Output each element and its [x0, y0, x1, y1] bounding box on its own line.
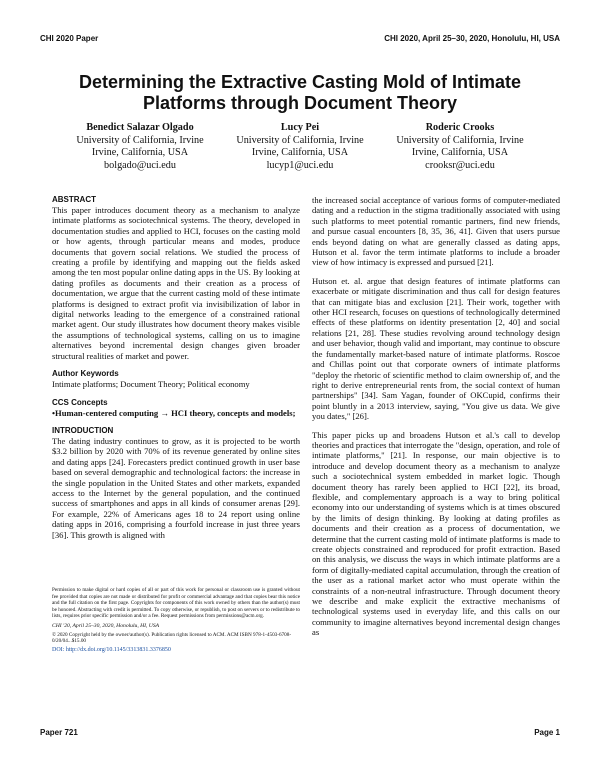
ccs-heading: CCS Concepts [52, 397, 108, 407]
author-name: Benedict Salazar Olgado [86, 122, 194, 133]
running-header-right: CHI 2020, April 25–30, 2020, Honolulu, HI, USA [384, 34, 560, 43]
keywords-text: Intimate platforms; Document Theory; Political economy [52, 379, 250, 390]
author-email[interactable]: bolgado@uci.edu [104, 159, 176, 171]
ccs-text: •Human-centered computing → HCI theory, concepts and models; [52, 407, 296, 418]
author-affiliation: University of California, Irvine [76, 134, 204, 146]
left-column [52, 195, 300, 540]
running-header-left: CHI 2020 Paper [40, 34, 99, 43]
keywords-heading: Author Keywords [52, 369, 119, 379]
permission-notice: Permission to make digital or hard copies of all or part of this work for personal or classroom use is granted without fee provided that copies are not made or distributed for profit or commercial advantage and that copies bear this notice and the full citation on the first page. Copyrights for components of this work owned by others than the author(s) must be honored. Abstracting with credit is permitted. To copy otherwise, or republish, to post on servers or to redistribute to lists, requires prior specific permission and/or a fee. Request permissions from permissions@acm.org. [52, 587, 300, 619]
author-block [60, 122, 540, 172]
author-location: Irvine, California, USA [411, 147, 509, 159]
author-email[interactable]: lucyp1@uci.edu [266, 159, 334, 171]
author-name: Lucy Pei [280, 122, 320, 133]
body-paragraph-1: the increased social acceptance of various forms of computer-mediated dating and a reduction in the stigma traditionally associated with using such platforms to meet potential romantic partners, find new friends, and pursue casual encounters [8, 35, 36, 41]. Given that users pursue ends beyond dating on what are generally classed as dating apps, Hutson et al. favor the term intimate platforms to include a broader view of how intimacy is expressed and pursued [21]. [312, 195, 560, 268]
introduction-text: The dating industry continues to grow, as it is projected to be worth $3.2 billion by 2020 with 70% of its revenue generated by online sites and dating apps [24]. Forecasters predict continued growth in user base based on several demographic and technological factors: the increase in the single population in the United States and other markets, expanded access to the Internet by the general population, and the continued success of smartphones and apps in all kinds of consumer arenas [29]. For example, 22% of Americans ages 18 to 24 report using online dating apps in 2016, comprising a fourfold increase in just three years [36]. This growth is aligned with [52, 435, 300, 540]
copyright-notice: © 2020 Copyright held by the owner/author(s). Publication rights licensed to ACM. ACM ISBN 978-1-4503-6708-0/20/04...$15.00 [52, 631, 292, 644]
author-email[interactable]: crooksr@uci.edu [425, 159, 495, 171]
author-1 [60, 122, 220, 172]
abstract-heading: ABSTRACT [52, 195, 96, 204]
introduction-heading: INTRODUCTION [52, 425, 114, 435]
body-paragraph-2: Hutson et. al. argue that design features of intimate platforms can exacerbate or mitigate discrimination and thus call for design features that can mitigate bias and exclusion [21]. Their work, together with other HCI research, focuses on questions of technologically determined effects of these platforms on identity presentation [2, 40] and social relations [21, 28]. These studies revolving around technology design and user behavior, though valid and important, may continue to obscure the fundamentally market-based nature of intimate platforms. Roscoe and Chillas point out that corporate owners of intimate platforms "deploy the rhetoric of scientific method to claim ownership of, and the right to derive entrepreneurial rents from, the social context of human partnerships" [34]. Sam Yagan, founder of OKCupid, confirms their point bluntly in a 2013 interview, saying, "You give us data. We give you dates," [26]. [312, 275, 560, 422]
author-3 [380, 122, 540, 172]
author-location: Irvine, California, USA [91, 147, 189, 159]
footer-page-number: Page 1 [534, 728, 560, 737]
author-name: Roderic Crooks [425, 122, 495, 133]
abstract-text: This paper introduces document theory as a mechanism to analyze intimate platforms as sociotechnical systems. The theory, developed in documentation studies and applied to HCI, focuses on the casting mold or how agents, through particular means and modes, produce documents that govern social relations. We studied the process of creating a profile by identifying and mapping out the fields asked among the ten most popular online dating apps in the US. By looking at dating profiles as documents and their creation as a process of documentation, we argue that the current casting mold of these intimate platforms is designed to extract profit via invisibilization of labor in digital networks leading to the emergence of a constrained rational market agent. Our study illustrates how document theory makes visible the assumptions of technological systems, calling on us to imagine alternatives beyond incremental design changes given broader structural realities of market and power. [52, 205, 300, 361]
doi-link[interactable]: DOI: http://dx.doi.org/10.1145/3313831.3376850 [52, 646, 171, 653]
author-location: Irvine, California, USA [251, 147, 349, 159]
body-paragraph-3: This paper picks up and broadens Hutson et al.'s call to develop theories and practices that interrogate the "design, operation, and role of intimate platforms," [21]. In response, our main objective is to introduce and develop document theory as a mechanism to analyze such a sociotechnical system embedded in market logic. Though document theory has rarely been applied to HCI [22], its broad, flexible, and complementary approach is a way to bring political economy into our understanding of systems which is at times obscured by the limits of design thinking. By looking at dating profiles as documents and their creation as a process of documentation, we determine that the current casting mold of intimate platforms is made to create objects constrained and reproduced for profit extraction. Based on this analysis, we discuss the ways in which intimate platforms are a form of digitally-mediated capital accumulation, through the creation of the user as a rational market actor who must operate within the constraints of a non-neutral infrastructure. Through document theory we describe and make explicit the extractive mechanisms of technological systems used in everyday life, and this calls on our community to imagine alternatives beyond incremental design changes as [312, 429, 560, 638]
author-2 [220, 122, 380, 172]
conference-info: CHI '20, April 25–30, 2020, Honolulu, HI, USA [52, 622, 160, 629]
paper-title: Determining the Extractive Casting Mold of Intimate Platforms through Document Theory [78, 72, 522, 113]
footer-paper-number: Paper 721 [40, 728, 78, 737]
author-affiliation: University of California, Irvine [396, 134, 524, 146]
copyright-footnote [52, 587, 300, 653]
right-column [312, 195, 560, 638]
author-affiliation: University of California, Irvine [236, 134, 364, 146]
